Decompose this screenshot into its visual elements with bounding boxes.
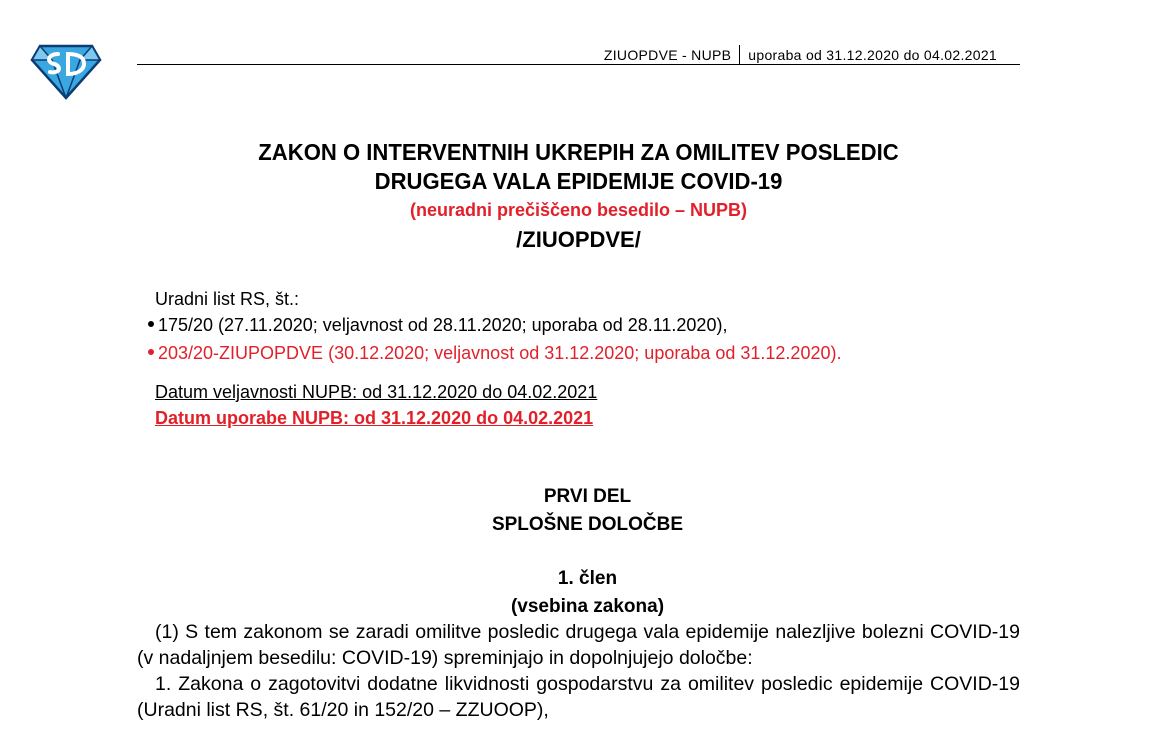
- gazette-references: [155, 287, 848, 367]
- gazette-label: Uradni list RS, št.:: [155, 289, 300, 309]
- law-title-line-1: ZAKON O INTERVENTNIH UKREPIH ZA OMILITEV POSLEDIC: [258, 139, 899, 165]
- header-rule: [137, 64, 1020, 65]
- paragraph: 1. Zakona o zagotovitvi dodatne likvidnosti gospodarstvu za omilitev posledic epidemije COVID-19 (Uradni list RS, št. 61/20 in 152/20 – ZZUOOP),: [137, 673, 1020, 721]
- header-info: [604, 45, 997, 65]
- nupb-dates: [155, 379, 597, 431]
- bullet-icon: [148, 321, 154, 327]
- title-block: [0, 138, 1157, 256]
- paragraph: (1) S tem zakonom se zaradi omilitve posledic drugega vala epidemije nalezljive bolezni COVID-19 (v nadaljnjem besedilu: COVID-19) spreminjajo in dopolnjujejo določbe:: [137, 621, 1020, 669]
- sd-diamond-logo-icon: [30, 40, 102, 100]
- doc-code: ZIUOPDVE - NUPB: [603, 47, 732, 63]
- usage-period: uporaba od 31.12.2020 do 04.02.2021: [748, 47, 997, 63]
- article-body: [137, 619, 1020, 723]
- gazette-item: 203/20-ZIUPOPDVE (30.12.2020; veljavnost od 31.12.2020; uporaba od 31.12.2020).: [148, 339, 841, 367]
- gazette-item: 175/20 (27.11.2020; veljavnost od 28.11.2020; uporaba od 28.11.2020),: [148, 311, 841, 339]
- law-abbreviation: /ZIUOPDVE/: [516, 227, 641, 252]
- article-subject: (vsebina zakona): [510, 596, 665, 617]
- validity-date: Datum veljavnosti NUPB: od 31.12.2020 do 04.02.2021: [155, 382, 598, 402]
- law-title-line-2: DRUGEGA VALA EPIDEMIJE COVID-19: [374, 168, 783, 194]
- article-heading: [0, 565, 1157, 621]
- law-subtitle: (neuradni prečiščeno besedilo – NUPB): [409, 200, 748, 220]
- part-number: PRVI DEL: [543, 486, 632, 507]
- part-name: SPLOŠNE DOLOČBE: [491, 514, 684, 535]
- usage-date: Datum uporabe NUPB: od 31.12.2020 do 04.02.2021: [155, 408, 594, 428]
- bullet-icon: [148, 349, 154, 355]
- article-number: 1. člen: [557, 568, 618, 589]
- part-heading: [0, 483, 1157, 539]
- header-separator: [739, 45, 740, 65]
